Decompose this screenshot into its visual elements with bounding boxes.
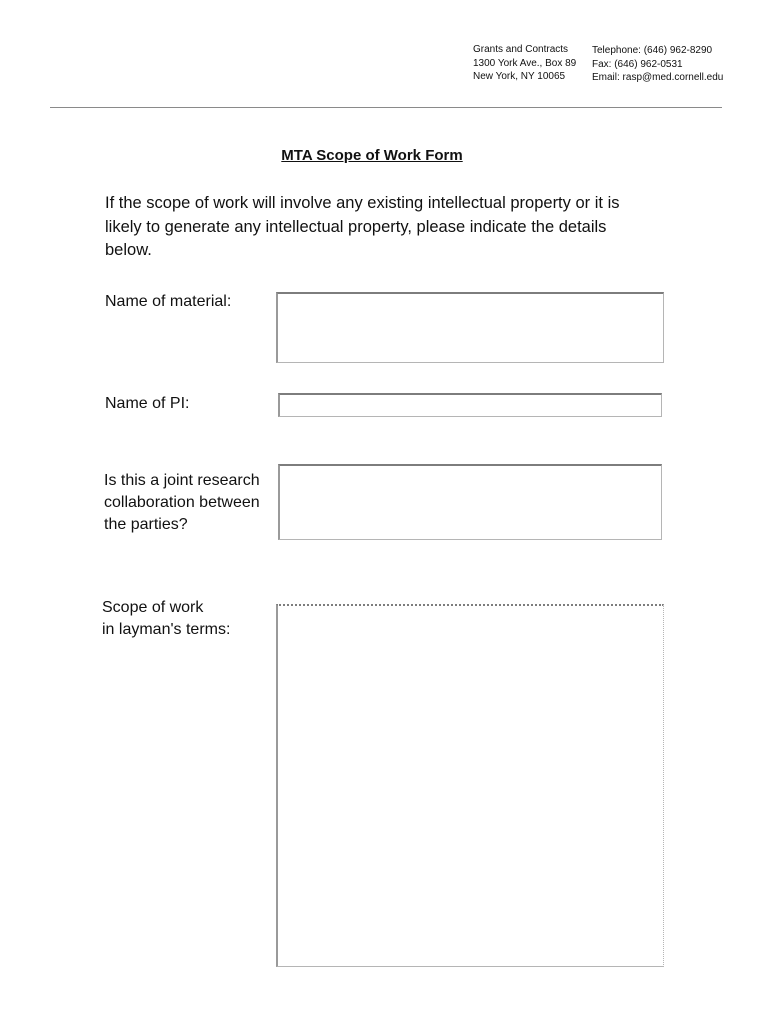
joint-research-value — [280, 466, 661, 478]
contact-email: Email: rasp@med.cornell.edu — [592, 72, 724, 83]
scope-label-line: Scope of work — [102, 599, 204, 616]
contact-block — [592, 44, 723, 85]
contact-fax: Fax: (646) 962-0531 — [592, 58, 683, 70]
office-city: New York, NY 10065 — [473, 71, 566, 82]
office-name: Grants and Contracts — [473, 44, 569, 55]
pi-name-value — [280, 395, 661, 399]
intro-line: likely to generate any intellectual property, please indicate the details — [105, 217, 607, 236]
joint-label-line: the parties? — [104, 516, 188, 533]
office-address-block — [473, 43, 576, 84]
form-title: MTA Scope of Work Form — [281, 147, 463, 164]
joint-research-label — [104, 470, 260, 536]
joint-label-line: collaboration between — [104, 494, 260, 511]
scope-label — [102, 597, 230, 641]
scope-label-line: in layman's terms: — [102, 621, 231, 638]
material-name-field[interactable] — [276, 292, 664, 363]
joint-research-field[interactable] — [278, 464, 662, 540]
header-divider — [50, 107, 722, 108]
joint-label-line: Is this a joint research — [104, 472, 260, 489]
form-intro — [105, 192, 645, 263]
scope-of-work-value — [278, 606, 663, 618]
contact-telephone: Telephone: (646) 962-8290 — [592, 45, 713, 56]
scope-of-work-field[interactable] — [276, 604, 664, 967]
intro-line: below. — [105, 241, 152, 259]
material-name-value — [278, 294, 663, 306]
material-label: Name of material: — [105, 293, 232, 310]
pi-name-field[interactable] — [278, 393, 662, 417]
pi-label: Name of PI: — [105, 395, 190, 412]
intro-line: If the scope of work will involve any existing intellectual property or it is — [105, 194, 620, 212]
office-street: 1300 York Ave., Box 89 — [473, 57, 577, 69]
